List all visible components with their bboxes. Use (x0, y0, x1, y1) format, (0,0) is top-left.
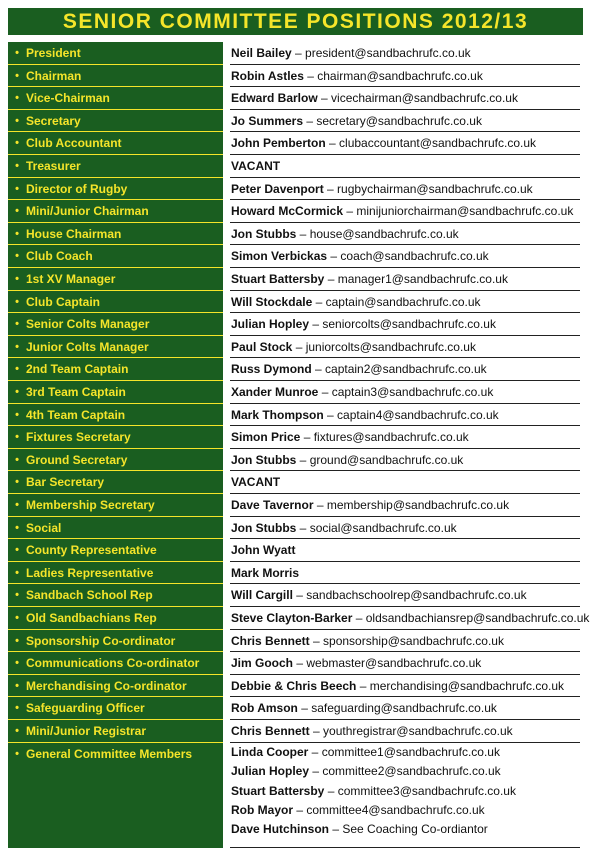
position-holder (231, 539, 580, 561)
holders-column (230, 42, 590, 848)
dash-separator: – (329, 821, 343, 836)
dash-separator: – (318, 385, 332, 399)
holder-name: VACANT (231, 475, 281, 490)
holder-email[interactable]: clubaccountant@sandbachrufc.co.uk (339, 136, 536, 151)
holder-email[interactable]: social@sandbachrufc.co.uk (309, 520, 457, 535)
role-text: County Representative (26, 543, 157, 558)
role-label (8, 652, 223, 674)
holder-name: Jon Stubbs (231, 520, 297, 535)
role-label (8, 87, 223, 109)
role-text: Treasurer (26, 159, 81, 173)
bullet-icon: • (15, 589, 19, 602)
role-label (8, 200, 223, 222)
holder-name: Xander Munroe (231, 385, 319, 399)
holder-email[interactable]: manager1@sandbachrufc.co.uk (337, 272, 508, 286)
position-holder (231, 110, 580, 132)
position-holder (231, 404, 580, 426)
role-text: Social (26, 520, 62, 535)
bullet-icon: • (15, 521, 19, 534)
bullet-icon: • (15, 725, 19, 737)
role-label (8, 132, 223, 154)
role-text: Sponsorship Co-ordinator (26, 633, 176, 648)
dash-separator: – (324, 783, 338, 798)
role-text: Membership Secretary (26, 498, 155, 512)
holder-name: Neil Bailey (231, 46, 292, 60)
bullet-icon: • (15, 453, 19, 466)
role-text: Secretary (26, 113, 81, 128)
position-holder (231, 720, 580, 742)
holder-name: Julian Hopley (231, 764, 310, 779)
holder-name: Linda Cooper (231, 745, 309, 760)
holder-name: Jon Stubbs (231, 452, 297, 467)
holder-name: Jim Gooch (231, 656, 294, 671)
role-label (8, 313, 223, 335)
position-holder (231, 562, 580, 584)
bullet-icon: • (15, 160, 19, 172)
holder-name: Chris Bennett (231, 633, 310, 648)
holder-email[interactable]: sponsorship@sandbachrufc.co.uk (323, 633, 504, 648)
committee-member (231, 819, 580, 838)
bullet-icon: • (15, 295, 19, 308)
role-label (8, 245, 223, 267)
bullet-icon: • (15, 476, 19, 489)
holder-name: Edward Barlow (231, 91, 318, 106)
role-text: Mini/Junior Registrar (26, 724, 147, 738)
role-label (8, 675, 223, 697)
role-text: Senior Colts Manager (26, 317, 150, 332)
dash-separator: – (296, 452, 310, 467)
holder-name: Howard McCormick (231, 204, 344, 219)
role-label (8, 358, 223, 380)
dash-separator: – (352, 611, 366, 625)
role-text: Ground Secretary (26, 452, 128, 467)
position-holder (231, 697, 580, 719)
page-title: SENIOR COMMITTEE POSITIONS 2012/13 (62, 9, 529, 33)
dash-separator: – (309, 764, 323, 779)
role-label (8, 268, 223, 290)
role-label (8, 381, 223, 403)
bullet-icon: • (15, 702, 19, 715)
position-holder (231, 313, 580, 335)
position-holder (231, 336, 580, 358)
role-label (8, 494, 223, 516)
holder-name: Stuart Battersby (231, 272, 325, 286)
role-text: Club Captain (26, 294, 100, 309)
bullet-icon: • (15, 318, 19, 331)
holder-email[interactable]: chairman@sandbachrufc.co.uk (317, 68, 483, 83)
holder-name: Robin Astles (231, 68, 304, 83)
holder-email[interactable]: webmaster@sandbachrufc.co.uk (306, 656, 482, 671)
role-text: 1st XV Manager (26, 272, 116, 286)
bullet-icon: • (15, 340, 19, 353)
holder-name: Peter Davenport (231, 181, 324, 196)
holder-name: Will Cargill (231, 588, 293, 603)
dash-separator: – (297, 701, 312, 716)
position-holder (231, 517, 580, 539)
holder-name: Stuart Battersby (231, 783, 325, 798)
holder-name: Will Stockdale (231, 294, 313, 309)
dash-separator: – (356, 678, 370, 693)
roles-column (8, 42, 223, 848)
holder-email[interactable]: committee4@sandbachrufc.co.uk (306, 802, 485, 817)
role-label (8, 471, 223, 493)
title-bar (8, 8, 583, 35)
dash-separator: – (324, 272, 338, 286)
role-text: Fixtures Secretary (26, 430, 131, 445)
position-holder (231, 155, 580, 177)
role-text: Bar Secretary (26, 475, 105, 490)
holder-email[interactable]: coach@sandbachrufc.co.uk (340, 249, 489, 264)
role-label (8, 449, 223, 471)
dash-separator: – (309, 317, 323, 332)
dash-separator: – (309, 633, 324, 648)
role-text: Communications Co-ordinator (26, 656, 200, 671)
bullet-icon: • (15, 114, 19, 127)
holder-name: Jon Stubbs (231, 226, 297, 241)
holder-name: Julian Hopley (231, 317, 310, 332)
dash-separator: – (317, 91, 332, 106)
role-text: Vice-Chairman (26, 91, 110, 106)
dash-separator: – (292, 339, 306, 354)
holder-email[interactable]: rugbychairman@sandbachrufc.co.uk (337, 181, 533, 196)
holder-name: Paul Stock (231, 339, 293, 354)
holder-name: Simon Price (231, 430, 301, 445)
dash-separator: – (303, 113, 317, 128)
holder-email[interactable]: captain@sandbachrufc.co.uk (325, 294, 481, 309)
holder-email[interactable]: secretary@sandbachrufc.co.uk (316, 113, 482, 128)
role-label (8, 65, 223, 87)
role-text: Chairman (26, 68, 82, 83)
dash-separator: – (296, 226, 310, 241)
holder-email[interactable]: fixtures@sandbachrufc.co.uk (313, 430, 469, 445)
holder-email[interactable]: juniorcolts@sandbachrufc.co.uk (305, 339, 476, 354)
dash-separator: – (293, 802, 307, 817)
position-holder (231, 291, 580, 313)
role-text: Sandbach School Rep (26, 588, 153, 603)
position-holder (231, 178, 580, 200)
position-holder (231, 381, 580, 403)
bullet-icon: • (15, 273, 19, 285)
position-holder (231, 223, 580, 245)
bullet-icon: • (15, 747, 19, 760)
role-label (8, 539, 223, 561)
position-holder (231, 630, 580, 652)
dash-separator: – (325, 136, 340, 151)
role-text: 3rd Team Captain (26, 385, 126, 399)
holder-email[interactable]: membership@sandbachrufc.co.uk (326, 498, 510, 512)
dash-separator: – (303, 68, 318, 83)
committee-member (231, 781, 580, 800)
holder-email[interactable]: president@sandbachrufc.co.uk (305, 46, 471, 60)
holder-name: Chris Bennett (231, 724, 310, 738)
holder-name: Mark Thompson (231, 407, 324, 422)
role-text: 2nd Team Captain (26, 362, 129, 377)
dash-separator: – (309, 724, 324, 738)
holder-name: Dave Tavernor (231, 498, 314, 512)
position-holder (231, 268, 580, 290)
holder-name: Steve Clayton-Barker (231, 611, 353, 625)
bullet-icon: • (15, 679, 19, 692)
bullet-icon: • (15, 250, 19, 263)
dash-separator: – (293, 656, 307, 671)
bullet-icon: • (15, 363, 19, 376)
bullet-icon: • (15, 47, 19, 59)
bullet-icon: • (15, 386, 19, 398)
position-holder (231, 200, 580, 222)
bullet-icon: • (15, 182, 19, 195)
role-text: House Chairman (26, 226, 122, 241)
role-text: 4th Team Captain (26, 407, 126, 422)
role-label (8, 404, 223, 426)
bullet-icon: • (15, 69, 19, 82)
role-label (8, 607, 223, 629)
holder-email[interactable]: house@sandbachrufc.co.uk (309, 226, 459, 241)
position-holder (231, 584, 580, 606)
holder-name: VACANT (231, 159, 281, 173)
role-label (8, 155, 223, 177)
holder-name: Debbie & Chris Beech (231, 678, 357, 693)
bullet-icon: • (15, 657, 19, 670)
position-holder (231, 449, 580, 471)
position-holder (231, 607, 590, 629)
role-text: Ladies Representative (26, 565, 154, 580)
bullet-icon: • (15, 227, 19, 240)
holder-name: Russ Dymond (231, 362, 312, 377)
bullet-icon: • (15, 612, 19, 624)
role-text: Club Accountant (26, 136, 122, 151)
holder-email[interactable]: committee3@sandbachrufc.co.uk (337, 783, 516, 798)
holder-name: Rob Mayor (231, 802, 294, 817)
role-label (8, 291, 223, 313)
dash-separator: – (323, 181, 338, 196)
committee-member (231, 762, 580, 781)
holder-email[interactable]: captain3@sandbachrufc.co.uk (331, 385, 494, 399)
role-text: Mini/Junior Chairman (26, 204, 149, 219)
holder-email[interactable]: safeguarding@sandbachrufc.co.uk (311, 701, 497, 716)
dash-separator: – (327, 249, 341, 264)
holder-email[interactable]: committee1@sandbachrufc.co.uk (321, 745, 500, 760)
role-label (8, 517, 223, 539)
dash-separator: – (313, 498, 327, 512)
position-holder (231, 65, 580, 87)
role-label (8, 630, 223, 652)
dash-separator: – (308, 745, 322, 760)
role-text: General Committee Members (26, 746, 193, 761)
dash-separator: – (300, 430, 314, 445)
dash-separator: – (292, 588, 307, 603)
position-holder (231, 132, 580, 154)
position-holder (231, 245, 580, 267)
holder-email[interactable]: minijuniorchairman@sandbachrufc.co.uk (356, 204, 574, 219)
committee-member (231, 743, 580, 762)
position-holder (231, 426, 580, 448)
bullet-icon: • (15, 634, 19, 647)
role-label (8, 223, 223, 245)
bullet-icon: • (15, 431, 19, 444)
dash-separator: – (343, 204, 357, 219)
holder-name: Rob Amson (231, 701, 298, 716)
holder-email[interactable]: ground@sandbachrufc.co.uk (309, 452, 464, 467)
holder-email[interactable]: committee2@sandbachrufc.co.uk (322, 764, 501, 779)
holder-email[interactable]: merchandising@sandbachrufc.co.uk (369, 678, 565, 693)
role-label (8, 697, 223, 719)
holder-name: John Wyatt (231, 543, 296, 558)
bullet-icon: • (15, 408, 19, 421)
role-text: Merchandising Co-ordinator (26, 678, 187, 693)
role-text: Club Coach (26, 249, 93, 264)
role-label (8, 426, 223, 448)
position-holder (231, 494, 580, 516)
dash-separator: – (296, 520, 310, 535)
holder-email[interactable]: captain4@sandbachrufc.co.uk (337, 407, 499, 422)
role-label (8, 178, 223, 200)
bullet-icon: • (15, 92, 19, 105)
holder-email[interactable]: vicechairman@sandbachrufc.co.uk (331, 91, 518, 106)
holder-email[interactable]: sandbachschoolrep@sandbachrufc.co.uk (306, 588, 527, 603)
holder-name: Dave Hutchinson (231, 821, 330, 836)
role-label (8, 42, 223, 64)
bullet-icon: • (15, 499, 19, 511)
holder-name: Mark Morris (231, 565, 300, 580)
position-holder (231, 675, 580, 697)
holder-email[interactable]: captain2@sandbachrufc.co.uk (325, 362, 487, 377)
row-divider (230, 847, 580, 848)
bullet-icon: • (15, 137, 19, 150)
bullet-icon: • (15, 544, 19, 557)
position-holder (231, 652, 580, 674)
role-label (8, 336, 223, 358)
holder-name: Jo Summers (231, 113, 304, 128)
dash-separator: – (291, 46, 306, 60)
committee-member (231, 800, 580, 819)
role-text: Safeguarding Officer (26, 701, 145, 716)
position-holder (231, 87, 580, 109)
role-label (8, 720, 223, 742)
role-text: Junior Colts Manager (26, 339, 149, 354)
dash-separator: – (311, 362, 326, 377)
role-text: President (26, 46, 81, 60)
holder-email[interactable]: oldsandbachiansrep@sandbachrufc.co.uk (365, 611, 590, 625)
role-label-general (8, 743, 223, 765)
position-holder (231, 42, 580, 64)
dash-separator: – (312, 294, 326, 309)
holder-email[interactable]: seniorcolts@sandbachrufc.co.uk (322, 317, 496, 332)
bullet-icon: • (15, 566, 19, 579)
dash-separator: – (323, 407, 338, 422)
role-text: Old Sandbachians Rep (26, 611, 157, 625)
bullet-icon: • (15, 205, 19, 218)
role-label (8, 584, 223, 606)
position-holder (231, 471, 580, 493)
holder-email[interactable]: youthregistrar@sandbachrufc.co.uk (323, 724, 513, 738)
role-label (8, 110, 223, 132)
role-text: Director of Rugby (26, 181, 128, 196)
holder-email[interactable]: See Coaching Co-ordiantor (342, 821, 488, 836)
holder-name: John Pemberton (231, 136, 326, 151)
role-label (8, 562, 223, 584)
position-holder (231, 358, 580, 380)
holder-name: Simon Verbickas (231, 249, 328, 264)
